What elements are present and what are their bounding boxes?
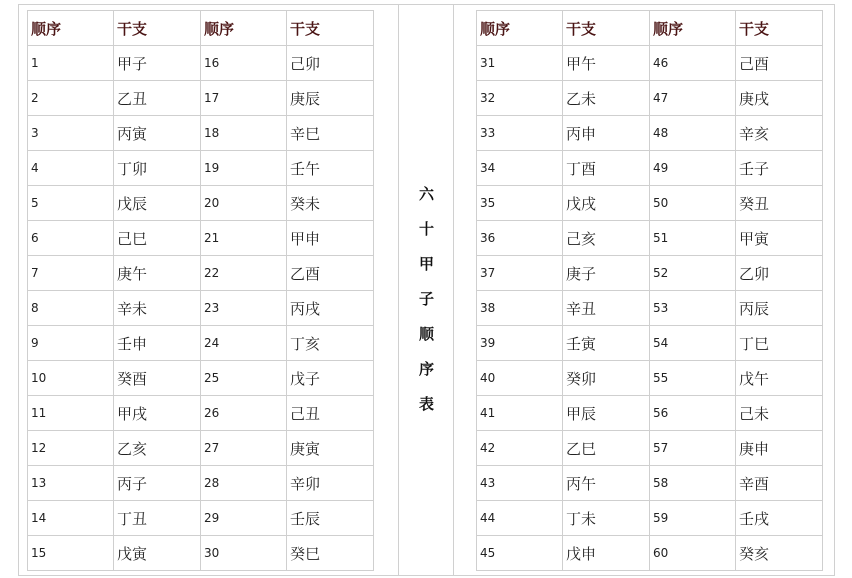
title-char: 序: [418, 360, 434, 378]
table-row: [28, 536, 374, 571]
ganzhi-cell: 庚辰: [287, 81, 374, 116]
ganzhi-cell: 癸巳: [287, 536, 374, 571]
header-order: 顺序: [28, 11, 114, 46]
table-row: [477, 466, 823, 501]
order-cell: 19: [201, 151, 287, 186]
ganzhi-cell: 戊寅: [114, 536, 201, 571]
title-char: 十: [418, 220, 434, 238]
table-row: [28, 326, 374, 361]
order-cell: 50: [650, 186, 736, 221]
order-cell: 18: [201, 116, 287, 151]
table-row: [477, 151, 823, 186]
title-char: 表: [418, 395, 434, 413]
ganzhi-cell: 己酉: [736, 46, 823, 81]
order-cell: 23: [201, 291, 287, 326]
table-row: [28, 151, 374, 186]
table-row: [28, 361, 374, 396]
ganzhi-cell: 壬申: [114, 326, 201, 361]
ganzhi-cell: 丁未: [563, 501, 650, 536]
ganzhi-cell: 乙巳: [563, 431, 650, 466]
title-panel: [398, 4, 455, 576]
ganzhi-cell: 甲辰: [563, 396, 650, 431]
left-header-row: [28, 11, 374, 46]
ganzhi-cell: 庚申: [736, 431, 823, 466]
table-row: [28, 116, 374, 151]
header-order: 顺序: [650, 11, 736, 46]
ganzhi-cell: 丁巳: [736, 326, 823, 361]
ganzhi-cell: 辛未: [114, 291, 201, 326]
ganzhi-cell: 甲申: [287, 221, 374, 256]
ganzhi-cell: 庚午: [114, 256, 201, 291]
ganzhi-cell: 甲戌: [114, 396, 201, 431]
ganzhi-cell: 壬辰: [287, 501, 374, 536]
order-cell: 21: [201, 221, 287, 256]
order-cell: 47: [650, 81, 736, 116]
header-ganzhi: 干支: [736, 11, 823, 46]
table-row: [477, 536, 823, 571]
header-ganzhi: 干支: [287, 11, 374, 46]
table-row: [477, 361, 823, 396]
table-row: [28, 466, 374, 501]
title-char: 顺: [418, 325, 434, 343]
order-cell: 7: [28, 256, 114, 291]
ganzhi-cell: 戊戌: [563, 186, 650, 221]
order-cell: 11: [28, 396, 114, 431]
table-row: [28, 396, 374, 431]
table-row: [477, 326, 823, 361]
order-cell: 58: [650, 466, 736, 501]
order-cell: 6: [28, 221, 114, 256]
ganzhi-cell: 丁卯: [114, 151, 201, 186]
table-row: [477, 291, 823, 326]
header-ganzhi: 干支: [114, 11, 201, 46]
order-cell: 44: [477, 501, 563, 536]
table-row: [28, 221, 374, 256]
order-cell: 14: [28, 501, 114, 536]
ganzhi-cell: 戊午: [736, 361, 823, 396]
table-row: [477, 501, 823, 536]
left-table-panel: [18, 4, 400, 576]
table-row: [477, 116, 823, 151]
order-cell: 10: [28, 361, 114, 396]
order-cell: 34: [477, 151, 563, 186]
ganzhi-cell: 癸酉: [114, 361, 201, 396]
ganzhi-cell: 癸卯: [563, 361, 650, 396]
ganzhi-cell: 戊辰: [114, 186, 201, 221]
ganzhi-cell: 丙戌: [287, 291, 374, 326]
ganzhi-cell: 丙寅: [114, 116, 201, 151]
table-row: [28, 46, 374, 81]
table-row: [28, 186, 374, 221]
order-cell: 32: [477, 81, 563, 116]
order-cell: 52: [650, 256, 736, 291]
ganzhi-cell: 乙卯: [736, 256, 823, 291]
ganzhi-cell: 己丑: [287, 396, 374, 431]
order-cell: 39: [477, 326, 563, 361]
order-cell: 28: [201, 466, 287, 501]
ganzhi-cell: 己亥: [563, 221, 650, 256]
ganzhi-cell: 癸未: [287, 186, 374, 221]
table-row: [477, 81, 823, 116]
order-cell: 51: [650, 221, 736, 256]
ganzhi-cell: 己未: [736, 396, 823, 431]
table-row: [477, 431, 823, 466]
table-row: [477, 256, 823, 291]
ganzhi-cell: 辛丑: [563, 291, 650, 326]
order-cell: 27: [201, 431, 287, 466]
ganzhi-cell: 壬戌: [736, 501, 823, 536]
order-cell: 5: [28, 186, 114, 221]
table-row: [477, 186, 823, 221]
order-cell: 13: [28, 466, 114, 501]
title-char: 子: [418, 290, 434, 308]
ganzhi-cell: 辛卯: [287, 466, 374, 501]
order-cell: 56: [650, 396, 736, 431]
order-cell: 46: [650, 46, 736, 81]
ganzhi-cell: 丙申: [563, 116, 650, 151]
order-cell: 15: [28, 536, 114, 571]
ganzhi-cell: 乙未: [563, 81, 650, 116]
table-row: [28, 81, 374, 116]
ganzhi-cell: 丙午: [563, 466, 650, 501]
ganzhi-cell: 辛亥: [736, 116, 823, 151]
table-row: [477, 46, 823, 81]
ganzhi-cell: 丙辰: [736, 291, 823, 326]
table-title-vertical: [399, 177, 454, 422]
ganzhi-cell: 乙酉: [287, 256, 374, 291]
title-char: 六: [418, 185, 434, 203]
order-cell: 16: [201, 46, 287, 81]
order-cell: 20: [201, 186, 287, 221]
order-cell: 36: [477, 221, 563, 256]
ganzhi-cell: 丙子: [114, 466, 201, 501]
table-row: [28, 291, 374, 326]
ganzhi-cell: 甲寅: [736, 221, 823, 256]
ganzhi-cell: 辛酉: [736, 466, 823, 501]
ganzhi-cell: 丁亥: [287, 326, 374, 361]
order-cell: 8: [28, 291, 114, 326]
right-table-panel: [453, 4, 835, 576]
table-row: [477, 221, 823, 256]
order-cell: 59: [650, 501, 736, 536]
order-cell: 30: [201, 536, 287, 571]
title-char: 甲: [418, 255, 434, 273]
ganzhi-cell: 己巳: [114, 221, 201, 256]
order-cell: 49: [650, 151, 736, 186]
table-row: [28, 501, 374, 536]
order-cell: 41: [477, 396, 563, 431]
order-cell: 9: [28, 326, 114, 361]
header-order: 顺序: [477, 11, 563, 46]
order-cell: 60: [650, 536, 736, 571]
order-cell: 43: [477, 466, 563, 501]
order-cell: 29: [201, 501, 287, 536]
ganzhi-cell: 壬午: [287, 151, 374, 186]
order-cell: 1: [28, 46, 114, 81]
header-ganzhi: 干支: [563, 11, 650, 46]
ganzhi-cell: 癸亥: [736, 536, 823, 571]
order-cell: 26: [201, 396, 287, 431]
order-cell: 2: [28, 81, 114, 116]
ganzhi-cell: 辛巳: [287, 116, 374, 151]
ganzhi-cell: 戊申: [563, 536, 650, 571]
order-cell: 45: [477, 536, 563, 571]
order-cell: 24: [201, 326, 287, 361]
ganzhi-cell: 丁丑: [114, 501, 201, 536]
order-cell: 54: [650, 326, 736, 361]
order-cell: 37: [477, 256, 563, 291]
left-cycle-table: [27, 10, 374, 571]
order-cell: 48: [650, 116, 736, 151]
order-cell: 17: [201, 81, 287, 116]
header-order: 顺序: [201, 11, 287, 46]
order-cell: 31: [477, 46, 563, 81]
table-row: [477, 396, 823, 431]
ganzhi-cell: 壬子: [736, 151, 823, 186]
ganzhi-cell: 乙丑: [114, 81, 201, 116]
ganzhi-cell: 己卯: [287, 46, 374, 81]
ganzhi-cell: 壬寅: [563, 326, 650, 361]
ganzhi-cell: 庚戌: [736, 81, 823, 116]
ganzhi-cell: 甲午: [563, 46, 650, 81]
order-cell: 35: [477, 186, 563, 221]
table-row: [28, 431, 374, 466]
order-cell: 55: [650, 361, 736, 396]
order-cell: 38: [477, 291, 563, 326]
order-cell: 40: [477, 361, 563, 396]
order-cell: 12: [28, 431, 114, 466]
order-cell: 22: [201, 256, 287, 291]
ganzhi-cell: 甲子: [114, 46, 201, 81]
ganzhi-cell: 庚子: [563, 256, 650, 291]
right-header-row: [477, 11, 823, 46]
order-cell: 53: [650, 291, 736, 326]
order-cell: 3: [28, 116, 114, 151]
ganzhi-cell: 戊子: [287, 361, 374, 396]
order-cell: 25: [201, 361, 287, 396]
ganzhi-cell: 癸丑: [736, 186, 823, 221]
order-cell: 57: [650, 431, 736, 466]
order-cell: 42: [477, 431, 563, 466]
ganzhi-cell: 乙亥: [114, 431, 201, 466]
order-cell: 33: [477, 116, 563, 151]
ganzhi-cell: 丁酉: [563, 151, 650, 186]
right-cycle-table: [476, 10, 823, 571]
ganzhi-cell: 庚寅: [287, 431, 374, 466]
order-cell: 4: [28, 151, 114, 186]
table-row: [28, 256, 374, 291]
